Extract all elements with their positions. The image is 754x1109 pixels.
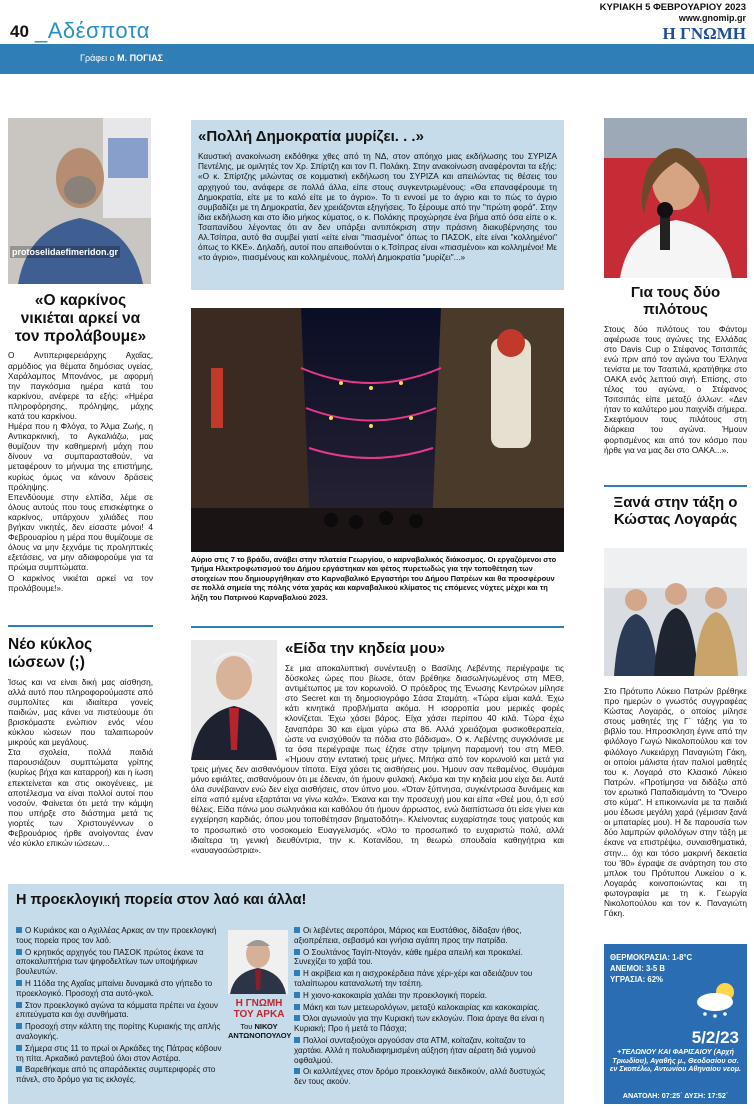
logaras-photo [604, 548, 747, 676]
newspaper-logo: Η ΓΝΩΜΗ [662, 24, 746, 43]
list-item: Ο κρητικός αρχηγός του ΠΑΣΟΚ πρώτος έκανε τα αποκαλυπτήρια των ψηφοδελτίων των υποψήφιων βουλευτών. [16, 947, 204, 977]
arkas-title: Η ΓΝΩΜΗ ΤΟΥ ΑΡΚΑ [233, 998, 285, 1020]
cancer-body: Ο Αντιπεριφερειάρχης Αχαΐας, αρμόδιος για θέματα δημόσιας υγείας, Χαράλαμπος Μπονάνος, με αφορμή την παγκόσμια ημέρα κατά του καρκίνου, ανέφερε τα εξής: «Ημέρα πληροφόρησης, πρόληψης, μάχης κατά του καρκίνου. Ημέρα που η Φλόγα, το Άλμα Ζωής, η Αντικαρκινική, το Αγκαλιάζω, μας θυμίζουν την καθημερινή μάχη που δίνουν να συμπαρασταθούν, να μεταφέρουν το μήνυμα της επιστήμης, κυρίως όμως να κάνουν δράσεις πρόληψης. Επενδύουμε στην ελπίδα, λέμε σε όλους αυτούς που τους επισκέφτηκε ο καρκίνος, υπάρχουν χιλιάδες που βγήκαν νικητές, δεν είσαστε μόνοι! 4 Φεβρουαρίου η μέρα που θυμίζουμε σε όλους να μην ξεχνάμε τις προληπτικές εξετάσεις, να μην αδιαφορούμε για τα πρώιμα συμπτώματα. Ο καρκίνος νικιέται αρκεί να τον προλάβουμε!». [8, 350, 153, 593]
page-number: 40 [10, 22, 29, 41]
democracy-box [191, 120, 564, 290]
campaign-headline: Η προεκλογική πορεία στον λαό και άλλα! [16, 892, 307, 908]
campaign-left-list [16, 926, 222, 1087]
democracy-headline: «Πολλή Δημοκρατία μυρίζει. . .» [198, 128, 424, 145]
divider [191, 626, 564, 628]
photo-spacer [191, 663, 285, 761]
cancer-headline: «Ο καρκίνος νικιέται αρκεί να τον προλάβουμε» [14, 292, 147, 345]
cycle-headline: Νέο κύκλος ιώσεων (;) [8, 636, 93, 671]
tsitsipas-photo [604, 118, 747, 278]
page-header [0, 0, 754, 44]
portrait-illustration [604, 118, 747, 278]
list-item: Προσοχή στην κάλπη της πορίτης Κυριακής της απλής αναλογικής. [16, 1022, 221, 1041]
carnival-caption: Αύριο στις 7 το βράδυ, ανάβει στην πλατεία Γεωργίου, ο καρναβαλικός διάκοσμος. Οι εργαζόμενοι στο Τμήμα Ηλεκτροφωτισμού του Δήμου εργάστηκαν και φέτος πυρετωδώς για την τοποθέτηση των στοιχείων που δημιουργήθηκαν στο Καρναβαλικό Εργαστήρι του Δήμου Πατρέων και θα προσφέρουν σε πολλά σημεία της πόλης νότα χαράς και καρναβαλικού κλίματος τις επόμενες νύχτες μέχρι και τη λήξη του Πατρινού Καρναβαλιού 2023. [191, 555, 557, 602]
campaign-box [8, 884, 564, 1104]
issue-date: ΚΥΡΙΑΚΗ 5 ΦΕΒΡΟΥΑΡΙΟΥ 2023 [599, 2, 746, 13]
sunrise-sunset: ΑΝΑΤΟΛΗ: 07:25΄ ΔΥΣΗ: 17:52΄ [622, 1091, 729, 1100]
list-item: Η χιονο-κακοκαιρία χαλάει την προεκλογική πορεία. [294, 991, 556, 1001]
cancer-article [8, 292, 153, 593]
list-item: Όλοι αγωνιούν για την Κυριακή των εκλογών. Ποια άραγε θα είναι η Κυριακή; Προ ή μετά το Πάσχα; [294, 1014, 545, 1034]
logaras-headline-wrap [604, 494, 747, 529]
cycle-article [8, 636, 153, 848]
portrait-illustration [228, 930, 288, 994]
website[interactable]: www.gnomip.gr [678, 13, 746, 23]
funeral-body: Σε μια αποκαλυπτική συνέντευξη ο Βασίλης Λεβέντης περιέγραψε τις δύσκολες ώρες που βίωσε, όταν βρέθηκε διασωληνωμένος στη ΜΕΘ, αντιμέτωπος με τον κορωνοϊό. Ο πρόεδρος της Ένωσης Κεντρώων μίλησε στο Secret και τη δημοσιογράφο Σάσα Σταμάτη. «Τώρα είμαι καλά. Έχω κάτι κινητικά προβλήματα ακόμα. Η ισορροπία μου μερικές φορές κλονίζεται. Έχω χάσει βάρος. Είχα χάσει περίπου 40 κιλά. Τώρα έχω ξαναπάρει 30 και είμαι γύρω στα 86. Αλλά χρειάζομαι φυσικοθεραπεία, ώστε να ενισχύθούν τα πόδια στο βάδισμα». Ο κ. Λεβέντης συγκλόνισε με τα όσα περιέγραψε πως έζησε στην τρίμηνη παραμονή του στη ΜΕΘ. «Ήμουν στην εντατική τρεις μήνες. Μπήκα από τον κορωνοϊό και μετά για τρεις μήνες δεν αισθανόμουν τίποτα. Είχα χάσει τις αισθήσεις μου. Ήμουν σαν πεθαμένος. Θυμάμαι μόνο εφιάλτες, αισθανόμουν ότι με έδεναν, ότι ήμουν φυλακή. Ακόμα και την κηδεία μου είχα δει. Αυτά όλα συνέβαιναν ενώ δεν είχα αισθήσεις, στον ύπνο μου. «Όταν ξύπνησα, συγκέντρωσα δυνάμεις και είπα «από εμένα εξαρτάται να γίνω καλά». Έκανα και την προσευχή μου και είπα «Θεέ μου, ό,τι εσύ θέλεις. Είδα πάνω μου σωληνάκια και καθόλου ότι ήμουν άρρωστος, ενώ διαπίστωσα ότι είσε γίνει και εγχείρηση καρδιάς, όπου μου τοποθέτησαν βηματοδότη». Κλείνοντας ευχαρίστησε τους γιατρούς και το προσωπικό στο νοσοκομείο Ευαγγελισμός. «Όλο το προσωπικό το ευχαριστώ πολύ, αλλά ιδιαίτερα τη γενική διευθύντρια, την κ. Κοτανίδου, τη θεωρώ σπουδαία καθηγήτρια και «ναυαγοσώστρια». [191, 663, 564, 855]
weather-box [604, 944, 747, 1104]
temperature: ΘΕΡΜΟΚΡΑΣΙΑ: 1-8°C [610, 953, 693, 962]
wind: ΑΝΕΜΟΙ: 3-5 Β [610, 964, 666, 973]
list-item: Οι καλλιτέχνες στον δρόμο προεκλογικά διεκδικούν, αλλά δυστυχώς δεν τους ακούν. [294, 1067, 546, 1087]
divider [8, 625, 153, 627]
cycle-body: Ίσως και να είναι δική μας αίσθηση, αλλά αυτό που πληροφορούμαστε από συμπολίτες και ιδιαίτερα γονείς παιδιών, μας κάνει να πιστεύουμε ότι βρισκόμαστε ενώπιον ενός νέου κύκλου ιώσεων που ταλαιπωρούν μικρούς και μεγάλους. Στα σχολεία, πολλά παιδιά παρουσιάζουν συμπτώματα γρίπης (κυρίως βήχα και καταρροή) και η ίωση επεκτείνεται και στις οικογένειες, με αποτέλεσμα να είναι πολλοί αυτοί που νοσούν. Φαίνεται ότι μετά την κάμψη που υπήρξε στο διάστημα μετά τις γιορτές των Χριστουγέννων ο Φεβρουάριος ήρθε ανοίγοντας έναν νέο κύκλο επικών ιώσεων... [8, 676, 153, 849]
portrait-illustration [8, 118, 151, 284]
saints-day: +ΤΕΛΩΝΟΥ ΚΑΙ ΦΑΡΙΣΑΙΟΥ (Αρχή Τριωδίου), Αγαθής μ., Θεοδοσίου οσ. εν Σκοπέλω, Αντωνίου Αθηναίου νεομ. [609, 1047, 742, 1074]
list-item: Στον προεκλογικό αγώνα τα κόμματα πρέπει να έχουν επιτεύγματα και όχι συνθήματα. [16, 1000, 218, 1020]
photo-source-tag: protoselidaefimeridon.gr [12, 247, 119, 257]
snow-cloud-icon [691, 980, 741, 1020]
logaras-body: Στο Πρότυπο Λύκειο Πατρών βρέθηκε προ ημερών ο γνωστός συγγραφέας Κώστας Λογαράς, ο οποίος μίλησε στους μαθητές της Γ΄ τάξης για το βιβλίο του. Ηπροσκληση έγινε από την φιλόλογο Γωγώ Νικολοπούλου και τον φιλόλογο Λυκειάρχη Παναγιώτη Γάκη, οι οποίοι μάλιστα ήταν παλιοί μαθητές του κ. Λογαρά στο Κλασικό Λύκειο Πατρών. «Προτίμησα να διδάξω από τον ερωτικό Παπαδιαμάντη το "Όνειρο στο κύμα". Η επικοινωνία με τα παιδιά μου έδωσε μεγάλη χαρά (γέμισαν ξανά οι μπαταρίες μου). Η δε παρουσία των δύο λαμπρών φιλολόγων στην τάξη με έκανε να επιστρέψω, συναισθηματικά, στην... όχι και τόσο μακρινή δεκαετία του '80» έγραψε σε ανάρτηση του στο μπλοκ του Πρότυπου Λυκείου ο κ. Λογαράς κοινοποιώντας και τη φωτογραφία με τη κ. Γεωργία Νικολοπούλου και τον κ. Παναγιώτη Γάκη. [604, 686, 747, 919]
list-item: Η ακρίβεια και η αισχροκέρδεια πάνε χέρι-χέρι και αδειάζουν του ταλαίπωρου καταναλωτή την τσέπη. [294, 969, 533, 988]
list-item: Σήμερα στις 11 το πρωί οι Αρκάδες της Πάτρας κόβουν τη πίτα. Αρκαδικό ραντεβού όλοι στον Αστέρα. [16, 1043, 222, 1063]
bonanos-photo [8, 118, 151, 284]
carnival-photo [191, 308, 564, 552]
weather-date: 5/2/23 [691, 1028, 739, 1047]
pilots-body: Στους δύο πιλότους του Φάντομ αφιέρωσε τους αγώνες της Ελλάδας στο Davis Cup ο Στέφανος Τσιτσιπάς ενώ πριν από τον αγώνα του Έλληνα τενίστα με τον Τσαπιλά, κρατήθηκε στο ΟΑΚΑ ενός λεπτού σιγή. Επίσης, στο τέλος του αγώνα, ο Στέφανος Τσιτσιπάς είπε μεταξύ άλλων: «Δεν ήταν το καλύτερο μου παιχνίδι σήμερα. Σκεφτόμουν τους πιλότους στη διάρκεια του αγώνα. Ήμουν φορτισμένος και από τον κόσμο που ήρθε για να μας δει στο ΟΑΚΑ...». [604, 323, 747, 455]
editor-line: Γράφει ο Μ. ΠΟΓΙΑΣ [80, 53, 163, 63]
list-item: Η 11όδα της Αχαΐας μπαίνει δυναμικά στο γήπεδο το προεκλογικό. Προσοχή στα αυτό-γκολ. [16, 978, 213, 998]
list-item: Ο Κυριάκος και ο Αχιλλέας Αρκας αν την προεκλογική τους πορεία προς τον λαό. [16, 926, 217, 945]
arkas-byline: Του ΝΙΚΟΥ ΑΝΤΩΝΟΠΟΥΛΟΥ [228, 1022, 292, 1040]
pilots-headline: Για τους δύο πιλότους [630, 284, 721, 319]
divider [604, 485, 747, 487]
list-item: Πολλοί συνταξιούχοι αργούσαν στα ΑΤΜ, κοίταζαν, κοίταζαν το χαρτάκι. Αλλά η πολυδιαφημισμένη αύξηση ήταν αέρατη διά γυμνού οφθαλμού. [294, 1035, 536, 1065]
funeral-headline: «Είδα την κηδεία μου» [285, 640, 446, 657]
section-band [0, 44, 754, 74]
list-item: Ο Σουλτάνος Ταγίπ-Ντογάν, κάθε ημέρα απειλή και προκαλεί. Συνεχίζει το χαβά του. [294, 947, 523, 967]
pilots-article [604, 284, 747, 455]
logaras-headline: Ξανά στην τάξη ο Κώστας Λογαράς [613, 494, 738, 529]
arkas-column [228, 930, 290, 1040]
carnival-lights-illustration [191, 308, 564, 552]
democracy-body: Καυστική ανακοίνωση εκδόθηκε χθες από τη ΝΔ, στον απόηχο μιας εκδήλωσης του ΣΥΡΙΖΑ Πεντέλης, με ομιλητές τον Χρ. Σπίρτζη και τον Π. Πολάκη. Στην ανακοίνωση αναφέρονται τα εξής: «Ο κ. Σπίρτζης μιλώντας σε κομματική εκδήλωση του ΣΥΡΙΖΑ και απειλώντας τις θέσεις του αρχηγού του, ανάφερε σε πολλά άλλα, είπε στους συγκεντρωμένους: «Θα επαναφέρουμε τη Δημοκρατία, είτε με το καλό είτε με το άγριο». Το τι εννοεί με το άγριο και το πώς το άγριο συμβαδίζει με τη Δημοκρατία, δεν χρειάζονται εξηγήσεις. Το ξέρουμε από την "πρώτη φορά". Στην ίδια εκδήλωση και στο ίδιο μήκος κύματος, ο κ. Πολάκης προχώρησε ένα βήμα από όσα είπε ο κ. Τσαπανίδου λέγοντας ότι αν δεν υπάρξει αντιπόκριση στην πράσινη διακυβέρνησης του Αλ.Τσίπρα, αυτό θα συμβεί γιατί «είτε είναι "πιασμένοι" όπως το ΠΑΣΟΚ, είτε είναι "κολλημένοι" όπως το ΚΚΕ». Δηλαδή, αυτοί που απειθούνται ο κ.Τσίπρας είναι «πιασμένοι» και κολλημένοι! Με «το άγριο», πιασμένους και κολλημένους, πολλή Δημοκρατία "μυρίζει"...» [198, 151, 557, 263]
arkas-photo [228, 930, 288, 994]
humidity: ΥΓΡΑΣΙΑ: 62% [610, 975, 663, 984]
funeral-headline-wrap [285, 640, 564, 657]
campaign-right-list [294, 926, 556, 1089]
list-item: Οι λεβέντες αεροπόροι, Μάριος και Ευστάθιος, δίδαξαν ήθος, αξιοπρέπεια, σεβασμό και γνήσια αγάπη προς την πατρίδα. [294, 926, 522, 945]
group-photo-illustration [604, 548, 747, 676]
weather-stats [610, 952, 692, 985]
list-item: Μάκη και των μετεωρολόγων, μεταξύ καλοκαιρίας και κακοκαιρίας. [294, 1003, 556, 1013]
section-title: _Αδέσποτα [35, 18, 150, 43]
list-item: Βαρεθήκαμε από τις απαράδεκτες συμπεριφορές στο πάνελ, στο δρόμο για τις εκλογές. [16, 1065, 216, 1085]
